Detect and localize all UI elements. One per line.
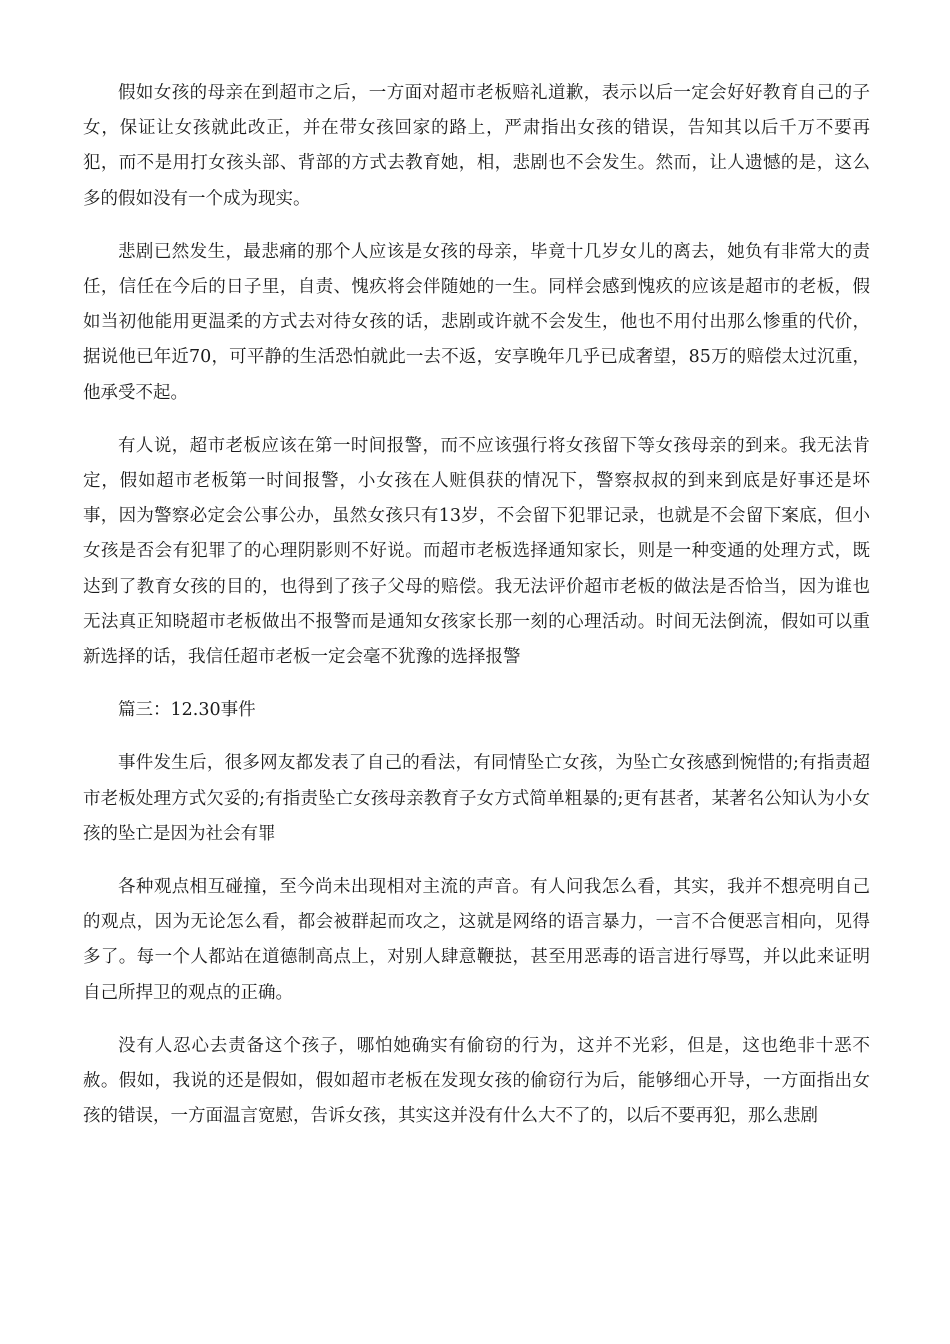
- paragraph-should-report-police: 有人说，超市老板应该在第一时间报警，而不应该强行将女孩留下等女孩母亲的到来。我无法肯定，假如超市老板第一时间报警，小女孩在人赃俱获的情况下，警察叔叔的到来到底是好事还是坏事，因为警察必定会公事公办，虽然女孩只有13岁，不会留下犯罪记录，也就是不会留下案底，但小女孩是否会有犯罪了的心理阴影则不好说。而超市老板选择通知家长，则是一种变通的处理方式，既达到了教育女孩的目的，也得到了孩子父母的赔偿。我无法评价超市老板的做法是否恰当，因为谁也无法真正知晓超市老板做出不报警而是通知女孩家长那一刻的心理活动。时间无法倒流，假如可以重新选择的话，我信任超市老板一定会毫不犹豫的选择报警: [83, 435, 870, 668]
- section-heading: 篇三：12.30事件: [118, 700, 256, 721]
- paragraph-mother-apology: 假如女孩的母亲在到超市之后，一方面对超市老板赔礼道歉，表示以后一定会好好教育自己的子女，保证让女孩就此改正，并在带女孩回家的路上，严肃指出女孩的错误，告知其以后千万不要再犯，而不是用打女孩头部、背部的方式去教育她，相，悲剧也不会发生。然而，让人遗憾的是，这么多的假如没有一个成为现实。: [83, 83, 870, 209]
- paragraph-viewpoints-collide: 各种观点相互碰撞，至今尚未出现相对主流的声音。有人问我怎么看，其实，我并不想亮明自己的观点，因为无论怎么看，都会被群起而攻之，这就是网络的语言暴力，一言不合便恶言相向，见得多了。每一个人都站在道德制高点上，对别人肆意鞭挞，甚至用恶毒的语言进行辱骂，并以此来证明自己所捍卫的观点的正确。: [83, 877, 870, 1003]
- paragraph-netizen-views: 事件发生后，很多网友都发表了自己的看法，有同情坠亡女孩，为坠亡女孩感到惋惜的;有指责超市老板处理方式欠妥的;有指责坠亡女孩母亲教育子女方式简单粗暴的;更有甚者，某著名公知认为小女孩的坠亡是因为社会有罪: [83, 753, 870, 844]
- paragraph-no-one-blames-child: 没有人忍心去责备这个孩子，哪怕她确实有偷窃的行为，这并不光彩，但是，这也绝非十恶不赦。假如，我说的还是假如，假如超市老板在发现女孩的偷窃行为后，能够细心开导，一方面指出女孩的错误，一方面温言宽慰，告诉女孩，其实这并没有什么大不了的，以后不要再犯，那么悲剧: [83, 1035, 870, 1127]
- paragraph-tragedy-occurred: 悲剧已然发生，最悲痛的那个人应该是女孩的母亲，毕竟十几岁女儿的离去，她负有非常大的责任，信任在今后的日子里，自责、愧疚将会伴随她的一生。同样会感到愧疚的应该是超市的老板，假如当初他能用更温柔的方式去对待女孩的话，悲剧或许就不会发生，他也不用付出那么惨重的代价，据说他已年近70，可平静的生活恐怕就此一去不返，安享晚年几乎已成奢望，85万的赔偿太过沉重，他承受不起。: [83, 241, 870, 403]
- document-page: [83, 76, 870, 1152]
